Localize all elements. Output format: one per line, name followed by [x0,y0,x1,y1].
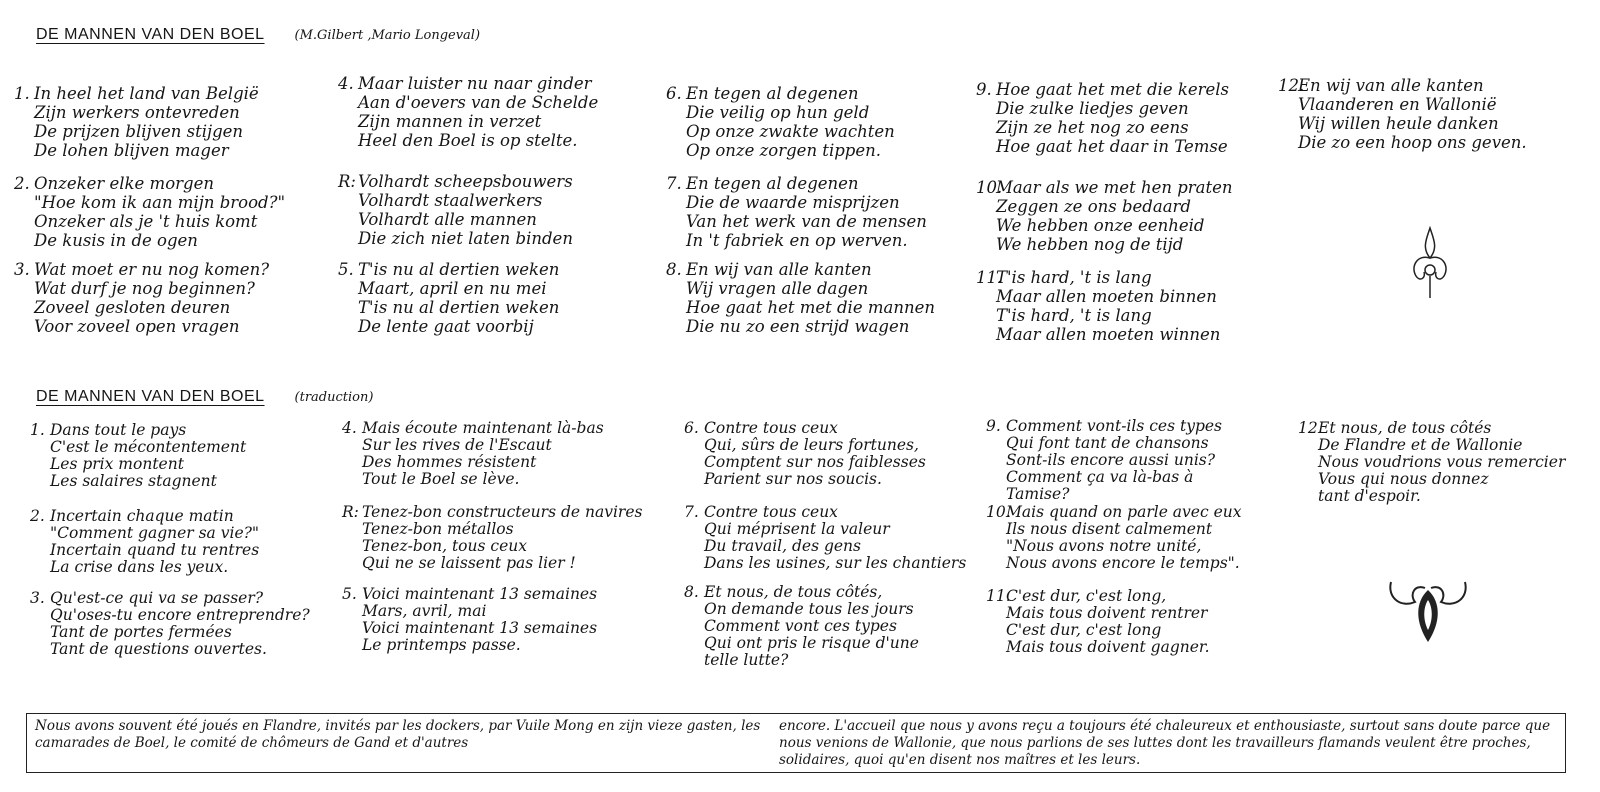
lyric-line: C'est le mécontentement [50,438,247,456]
original-credit: (M.Gilbert ,Mario Longeval) [294,28,481,43]
lyric-line: Sont-ils encore aussi unis? [1006,451,1216,469]
lyric-line: Mais quand on parle avec eux [1006,503,1242,521]
lyric-line: La crise dans les yeux. [50,558,229,576]
note-box [26,713,1566,773]
stanza-number: 4. [338,74,354,93]
stanza-number: 9. [986,417,1001,435]
lyric-line: Incertain quand tu rentres [50,541,260,559]
stanza [30,508,259,576]
lyric-line: tant d'espoir. [1318,487,1421,505]
floral-ornament-icon [1385,572,1471,646]
lyric-line: Op onze zorgen tippen. [686,141,881,160]
note-right-text: encore. L'accueil que nous y avons reçu a toujours été chaleureux et enthousiaste, surtout sans doute parce que nous venions de Wallonie, que nous parlions de ses luttes dont les travailleurs flamands veulent être proches, solidaires, quoi qu'en disent nos maîtres et les leurs. [779,718,1551,768]
lyric-line: We hebben onze eenheid [996,216,1205,235]
lyric-line: Onzeker als je 't huis komt [34,212,258,231]
lyric-line: Qui ne se laissent pas lier ! [362,554,576,572]
lyric-line: Aan d'oevers van de Schelde [358,93,599,112]
lyric-line: En wij van alle kanten [686,260,872,279]
stanza-number: R: [342,503,359,521]
stanza [666,84,895,160]
lyric-line: Tant de portes fermées [50,623,232,641]
stanza [14,84,259,160]
lyric-line: Op onze zwakte wachten [686,122,895,141]
lyric-line: T'is nu al dertien weken [358,260,560,279]
lyric-line: De lente gaat voorbij [358,317,534,336]
lyric-line: C'est dur, c'est long, [1006,587,1167,605]
stanza-number: 7. [666,174,682,193]
lyric-line: Incertain chaque matin [50,507,234,525]
lyric-line: Nous voudrions vous remercier [1318,453,1566,471]
stanza-number: 8. [684,583,699,601]
lyric-line: Les salaires stagnent [50,472,217,490]
stanza-number: 1. [14,84,30,103]
stanza [30,422,246,490]
stanza [976,178,1233,254]
lyric-line: Maar allen moeten binnen [996,287,1217,306]
stanza-number: 9. [976,80,992,99]
original-title: DE MANNEN VAN DEN BOEL [36,26,265,43]
stanza [684,584,919,669]
lyric-line: Des hommes résistent [362,453,537,471]
lyric-line: Vlaanderen en Wallonië [1298,95,1497,114]
lyric-line: Comptent sur nos faiblesses [704,453,926,471]
stanza [684,420,926,488]
lyric-line: In 't fabriek en op werven. [686,231,908,250]
stanza [666,174,927,250]
lyric-line: C'est dur, c'est long [1006,621,1162,639]
stanza-number: 3. [14,260,30,279]
lyric-line: Contre tous ceux [704,503,838,521]
translation-header [36,388,373,406]
lyric-line: Comment ça va là-bas à [1006,468,1194,486]
stanza-number: 7. [684,503,699,521]
lyric-line: Tenez-bon, tous ceux [362,537,527,555]
stanza-number: 11. [986,587,1011,605]
stanza-number: 5. [342,585,357,603]
lyric-line: T'is hard, 't is lang [996,268,1152,287]
lyric-line: On demande tous les jours [704,600,914,618]
lyric-line: We hebben nog de tijd [996,235,1184,254]
lyric-line: Contre tous ceux [704,419,838,437]
lyric-line: Parient sur nos soucis. [704,470,882,488]
stanza [342,586,597,654]
lyric-line: De prijzen blijven stijgen [34,122,244,141]
stanza [338,74,598,150]
stanza [986,504,1241,572]
lyric-line: Die veilig op hun geld [686,103,870,122]
lyric-line: "Hoe kom ik aan mijn brood?" [34,193,286,212]
stanza [342,504,642,572]
stanza [976,268,1220,344]
lyric-line: Die nu zo een strijd wagen [686,317,910,336]
lyric-line: Van het werk van de mensen [686,212,927,231]
lyric-line: Qui font tant de chansons [1006,434,1209,452]
lyric-line: Wij willen heule danken [1298,114,1499,133]
lyric-line: Qui méprisent la valeur [704,520,890,538]
lyric-line: Tant de questions ouvertes. [50,640,267,658]
lyric-line: Dans tout le pays [50,421,187,439]
stanza [14,260,269,336]
lyric-line: Qui, sûrs de leurs fortunes, [704,436,919,454]
stanza-number: 11. [976,268,1003,287]
stanza-number: 10. [986,503,1011,521]
lyric-line: "Comment gagner sa vie?" [50,524,260,542]
stanza-number: 1. [30,421,45,439]
lyric-line: Die de waarde misprijzen [686,193,900,212]
stanza-number: 2. [30,507,45,525]
stanza [342,420,604,488]
lyric-line: Les prix montent [50,455,184,473]
stanza [30,590,310,658]
stanza [666,260,935,336]
lyric-line: Tenez-bon constructeurs de navires [362,503,643,521]
lyric-line: Volhardt scheepsbouwers [358,172,573,191]
lyric-line: Le printemps passe. [362,636,521,654]
stanza [338,260,559,336]
lyric-line: De lohen blijven mager [34,141,229,160]
lyric-line: Mais tous doivent rentrer [1006,604,1208,622]
lyric-line: Tout le Boel se lève. [362,470,520,488]
lyric-line: Heel den Boel is op stelte. [358,131,578,150]
lyric-line: De Flandre et de Wallonie [1318,436,1523,454]
lyric-line: Qu'oses-tu encore entreprendre? [50,606,310,624]
lyric-line: Hoe gaat het met die mannen [686,298,935,317]
lyric-line: Voor zoveel open vragen [34,317,240,336]
stanza-number: 5. [338,260,354,279]
lyric-line: Ils nous disent calmement [1006,520,1213,538]
original-header [36,26,480,44]
lyric-line: Maar als we met hen praten [996,178,1233,197]
note-left-text: Nous avons souvent été joués en Flandre, invités par les dockers, par Vuile Mong en zijn vieze gasten, les camarades de Boel, le comité de chômeurs de Gand et d'autres [35,718,761,751]
lyric-line: Mars, avril, mai [362,602,487,620]
stanza-number: 10. [976,178,1003,197]
lyric-line: De kusis in de ogen [34,231,198,250]
lyric-line: Tamise? [1006,485,1070,503]
lyric-line: Die zich niet laten binden [358,229,573,248]
lyric-line: Die zo een hoop ons geven. [1298,133,1527,152]
stanza [986,418,1222,503]
lyric-line: Et nous, de tous côtés [1318,419,1492,437]
stanza-number: 12. [1298,419,1323,437]
lyric-line: Et nous, de tous côtés, [704,583,883,601]
lyric-line: En tegen al degenen [686,174,859,193]
lyric-line: Nous avons encore le temps". [1006,554,1240,572]
lyric-line: Volhardt alle mannen [358,210,537,229]
lyric-line: T'is hard, 't is lang [996,306,1152,325]
stanza [986,588,1210,656]
stanza [1278,76,1527,152]
fleur-de-lis-ornament-icon [1408,226,1452,302]
lyric-line: Zijn mannen in verzet [358,112,542,131]
stanza-number: 8. [666,260,682,279]
lyric-line: Vous qui nous donnez [1318,470,1489,488]
lyric-line: Qui ont pris le risque d'une [704,634,919,652]
stanza [1298,420,1565,505]
stanza-number: 3. [30,589,45,607]
lyric-line: Wat moet er nu nog komen? [34,260,270,279]
lyric-line: Dans les usines, sur les chantiers [704,554,967,572]
lyric-line: Qu'est-ce qui va se passer? [50,589,264,607]
lyric-line: Tenez-bon métallos [362,520,514,538]
lyric-line: Comment vont-ils ces types [1006,417,1223,435]
lyric-line: Sur les rives de l'Escaut [362,436,552,454]
lyric-line: Wij vragen alle dagen [686,279,869,298]
lyric-line: T'is nu al dertien weken [358,298,560,317]
stanza-number: 4. [342,419,357,437]
lyric-line: Voici maintenant 13 semaines [362,619,598,637]
lyric-line: telle lutte? [704,651,789,669]
lyric-line: Maart, april en nu mei [358,279,547,298]
stanza-number: 6. [684,419,699,437]
stanza-number: 2. [14,174,30,193]
translation-title: DE MANNEN VAN DEN BOEL [36,388,265,405]
stanza [976,80,1229,156]
lyric-line: Wat durf je nog beginnen? [34,279,255,298]
lyric-line: Comment vont ces types [704,617,897,635]
lyric-line: Onzeker elke morgen [34,174,214,193]
lyric-line: Maar allen moeten winnen [996,325,1221,344]
lyric-line: In heel het land van België [34,84,259,103]
lyric-line: Du travail, des gens [704,537,861,555]
stanza [14,174,285,250]
translation-credit: (traduction) [294,390,374,405]
stanza [338,172,573,248]
stanza-number: 12. [1278,76,1305,95]
stanza-number: 6. [666,84,682,103]
lyric-line: Mais écoute maintenant là-bas [362,419,604,437]
lyric-line: En wij van alle kanten [1298,76,1484,95]
lyric-line: Die zulke liedjes geven [996,99,1189,118]
lyric-line: "Nous avons notre unité, [1006,537,1202,555]
lyric-line: Voici maintenant 13 semaines [362,585,598,603]
lyric-line: En tegen al degenen [686,84,859,103]
lyric-line: Mais tous doivent gagner. [1006,638,1210,656]
lyric-line: Zijn werkers ontevreden [34,103,240,122]
lyric-line: Maar luister nu naar ginder [358,74,592,93]
lyric-line: Hoe gaat het met die kerels [996,80,1230,99]
lyric-line: Zoveel gesloten deuren [34,298,231,317]
lyric-line: Zeggen ze ons bedaard [996,197,1191,216]
stanza [684,504,966,572]
lyric-line: Volhardt staalwerkers [358,191,543,210]
lyric-line: Zijn ze het nog zo eens [996,118,1189,137]
stanza-number: R: [338,172,356,191]
lyric-line: Hoe gaat het daar in Temse [996,137,1228,156]
